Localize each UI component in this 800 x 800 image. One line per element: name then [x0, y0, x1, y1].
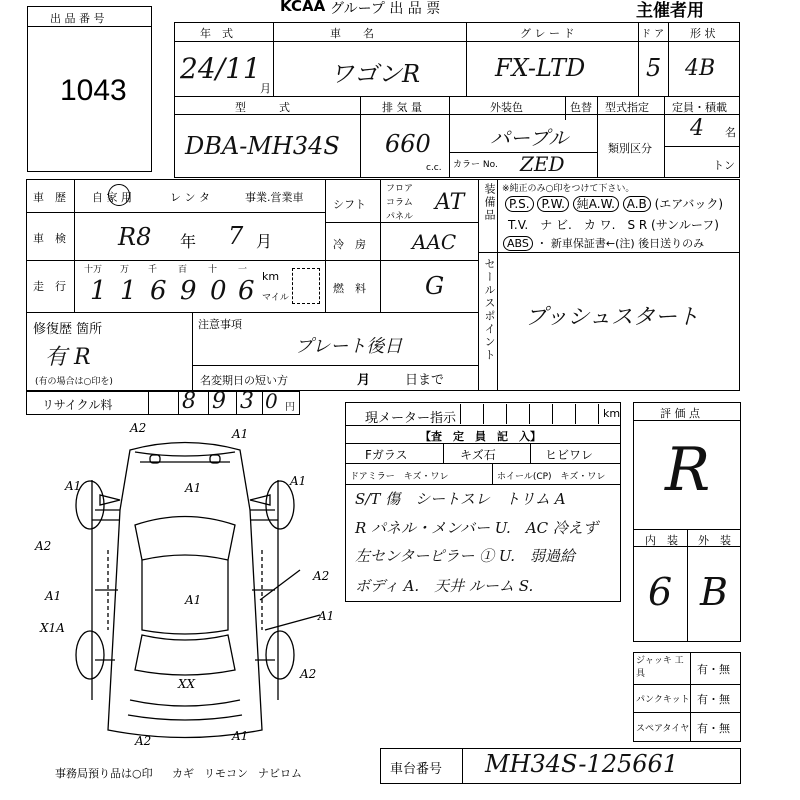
caution-expiry-label: 名変期日の短い方 [200, 374, 288, 387]
equipment-row3 [503, 235, 704, 251]
ac-label: 冷 房 [333, 238, 366, 251]
diagram-mark-roof: A1 [185, 593, 202, 607]
color-no-value: ZED [520, 152, 565, 176]
mileage-unit-1k: 千 [148, 265, 158, 275]
grade-interior: 6 [648, 570, 673, 614]
car-damage-diagram [0, 400, 340, 760]
equipment-row1 [505, 195, 723, 212]
class-label: 類別区分 [608, 142, 652, 155]
inspector-crack: ヒビワレ [545, 448, 594, 462]
diagram-mark-fl-left: A1 [65, 479, 82, 493]
equipment-row2: T.V. ナ ビ. カ ワ. S R (サンルーフ) [508, 218, 719, 232]
meter-digit-boxes[interactable] [460, 404, 599, 424]
selling-point-label: セールスポイント [483, 258, 496, 362]
capacity-unit: 名 [725, 126, 736, 139]
equip-abs[interactable]: ABS [503, 236, 533, 251]
inspector-stone: キズ石 [460, 448, 496, 462]
inspection-month: 7 [228, 222, 244, 250]
inspector-wheel: ホイール(CP) キズ・ワレ [497, 472, 606, 482]
equipment-note: ※純正のみ○印をつけて下さい。 [502, 184, 635, 194]
ac-value: AAC [412, 230, 457, 254]
inspection-month-unit: 月 [256, 232, 273, 251]
equip-aw[interactable]: 純A.W. [573, 196, 619, 212]
diagram-mark-right-lower: A1 [318, 609, 335, 623]
capacity-value: 4 [690, 116, 704, 141]
mileage-unit-1: 一 [238, 265, 248, 275]
shift-option-floor[interactable]: フロア [386, 184, 414, 194]
model-value: DBA-MH34S [185, 132, 340, 160]
grade-label: 評 価 点 [660, 407, 700, 420]
diagram-mark-right-upper: A2 [313, 569, 330, 583]
diagram-mark-bottom-left: A2 [135, 734, 152, 748]
mileage-unit-10k: 万 [120, 265, 130, 275]
inspection-year-unit: 年 [180, 232, 197, 251]
mileage-unit-mile: マイル [262, 293, 289, 303]
diagram-mark-top-right: A1 [232, 427, 249, 441]
lot-number: 1043 [60, 74, 127, 107]
caution-value: プレート後日 [295, 336, 403, 357]
accessory-spare-label: スペアタイヤ [636, 724, 690, 734]
shift-option-panel[interactable]: パネル [386, 212, 414, 222]
diagram-mark-left-upper: A2 [35, 539, 52, 553]
mileage-digit-5: 6 [238, 276, 255, 306]
capacity-label: 定員・積載 [672, 101, 727, 114]
fuel-label: 燃 料 [333, 282, 366, 295]
recycle-unit: 円 [285, 402, 295, 413]
history-option-business[interactable]: 事業.営業車 [245, 191, 304, 204]
color-value: パープル [490, 126, 569, 150]
mileage-digit-2: 6 [150, 276, 167, 306]
accessory-spare-value[interactable]: 有・無 [697, 722, 730, 735]
equip-ps[interactable]: P.S. [505, 196, 534, 212]
inspector-note-4: ボディ A. 天井 ルーム S. [355, 577, 534, 595]
equip-ab-note: (エアバック) [654, 197, 723, 211]
mileage-unit-100k: 十万 [84, 265, 103, 275]
accessory-puncture-value[interactable]: 有・無 [697, 693, 730, 706]
inspector-note-1: S/T 傷 シートスレ トリム A [355, 490, 566, 508]
caution-day-unit: 日まで [405, 373, 445, 388]
diagram-mark-top: A2 [130, 421, 147, 435]
diagram-mark-hood: A1 [185, 481, 202, 495]
footer-item-remote[interactable]: リモコン [204, 767, 248, 780]
grade-exterior: B [700, 570, 728, 614]
equip-ab[interactable]: A.B [623, 196, 651, 212]
equip-warranty: ・ 新車保証書←(注) 後日送りのみ [536, 237, 705, 250]
mileage-digit-4: 0 [210, 276, 227, 306]
shape-value: 4B [685, 56, 716, 81]
mileage-unit-km: km [262, 270, 280, 283]
mileage-label: 走 行 [33, 280, 66, 293]
accessory-puncture-label: パンクキット [636, 695, 690, 705]
color-no-label: カラー No. [453, 160, 498, 170]
shape-label: 形 状 [690, 27, 716, 40]
name-value: ワゴンR [330, 60, 421, 88]
equip-pw[interactable]: P.W. [537, 196, 568, 212]
shift-label: シフト [333, 198, 366, 211]
accessory-jack-label: ジャッキ 工 具 [636, 656, 693, 679]
inspector-header: 【査 定 員 記 入】 [420, 430, 541, 443]
repair-note: (有の場合は○印を) [35, 377, 113, 387]
recycle-label: リサイクル料 [42, 398, 113, 412]
grade-interior-label: 内 装 [645, 534, 678, 547]
displacement-unit: c.c. [426, 163, 442, 173]
diagram-mark-rear-right: A2 [300, 667, 317, 681]
name-label: 車 名 [330, 27, 374, 40]
accessory-jack-value[interactable]: 有・無 [697, 663, 730, 676]
inspection-era: R8 [118, 223, 152, 251]
grade-exterior-label: 外 装 [698, 534, 731, 547]
history-selected-circle [108, 184, 130, 206]
diagram-mark-left-low: X1A [40, 621, 65, 635]
history-option-rental[interactable]: レ ン タ [170, 191, 210, 204]
mileage-unit-10: 十 [208, 265, 218, 275]
meter-unit: km [603, 407, 621, 420]
mileage-digits [80, 262, 260, 310]
year-value: 24/11 [180, 52, 261, 85]
chassis-value: MH34S-125661 [485, 750, 679, 778]
footer-item-key[interactable]: カギ [172, 767, 194, 780]
mileage-unit-100: 百 [178, 265, 188, 275]
diagram-mark-bottom-right: A1 [232, 729, 249, 743]
caution-label: 注意事項 [198, 318, 242, 331]
meter-label: 現メーター指示 [365, 411, 457, 426]
inspector-note-3: 左センターピラー ① U. 弱過給 [355, 547, 575, 565]
recycle-digit-0: 8 [182, 389, 196, 414]
grade-label: グ レ ー ド [520, 27, 575, 40]
mileage-digit-1: 1 [120, 276, 137, 306]
inspection-label: 車 検 [33, 232, 66, 245]
model-spec-label: 型式指定 [605, 101, 649, 114]
footer-item-navirom[interactable]: ナビロム [258, 767, 302, 780]
door-value: 5 [646, 54, 662, 82]
chassis-label: 車台番号 [390, 762, 443, 777]
color-change-label: 色替 [570, 101, 592, 114]
selling-point-value: プッシュスタート [525, 305, 700, 330]
recycle-digit-1: 9 [212, 389, 226, 414]
history-option-private[interactable]: 自 家 用 [92, 191, 132, 204]
mileage-digit-0: 1 [90, 276, 107, 306]
header-title: グループ 出 品 票 [330, 1, 441, 17]
lot-label: 出 品 番 号 [50, 12, 105, 25]
displacement-value: 660 [385, 130, 431, 158]
equipment-label: 装備品 [483, 183, 496, 222]
year-month-suffix: 月 [260, 82, 271, 95]
grade-score: R [665, 435, 711, 505]
recycle-digit-3: 0 [265, 389, 278, 413]
displacement-label: 排 気 量 [382, 101, 422, 114]
header-organizer: 主催者用 [636, 1, 704, 21]
footer-office-note: 事務局預り品は○印 [55, 767, 153, 780]
mileage-digit-3: 9 [180, 276, 197, 306]
repair-label: 修復歴 箇所 [33, 322, 103, 337]
color-label: 外装色 [490, 101, 523, 114]
caution-month-unit: 月 [357, 373, 371, 388]
shift-value: AT [435, 190, 465, 215]
grade-value: FX-LTD [495, 54, 586, 82]
ton-unit: トン [713, 159, 735, 172]
header-org: KCAA [280, 0, 326, 15]
inspector-mirror: ドアミラー キズ・ワレ [350, 472, 449, 482]
diagram-mark-left-mid: A1 [45, 589, 62, 603]
diagram-mark-rear-xx: XX [178, 677, 196, 691]
door-label: ド ア [641, 29, 665, 40]
fuel-value: G [425, 272, 445, 300]
inspector-note-2: R パネル・メンバー U. AC 冷えず [355, 519, 598, 537]
recycle-digit-2: 3 [240, 389, 254, 414]
repair-value: 有 R [45, 345, 91, 370]
history-label: 車 歴 [33, 191, 66, 204]
shift-option-column[interactable]: コラム [386, 198, 413, 208]
inspector-fglass: Fガラス [365, 448, 408, 462]
diagram-mark-fl-right: A1 [290, 474, 307, 488]
model-label: 型 式 [235, 101, 290, 114]
mileage-check-box[interactable] [292, 268, 320, 304]
year-label: 年 式 [200, 27, 233, 40]
